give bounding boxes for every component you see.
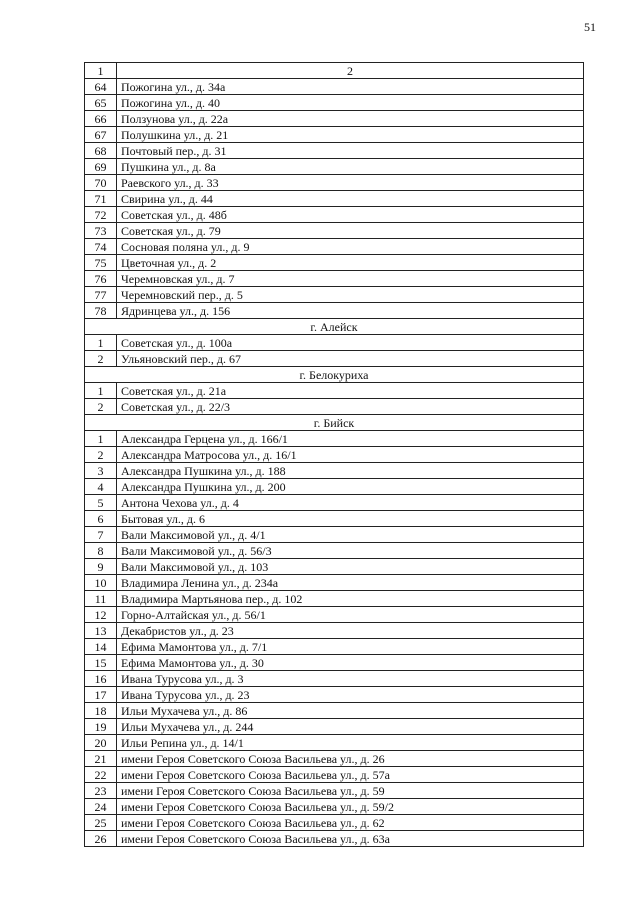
row-number: 78 [85,303,117,319]
row-number: 10 [85,575,117,591]
row-address: Декабристов ул., д. 23 [117,623,584,639]
row-address: Горно-Алтайская ул., д. 56/1 [117,607,584,623]
row-number: 19 [85,719,117,735]
row-number: 14 [85,639,117,655]
table-row [85,463,584,479]
row-address: Ильи Мухачева ул., д. 86 [117,703,584,719]
table-row [85,719,584,735]
table-row [85,175,584,191]
city-name: г. Белокуриха [85,367,584,383]
table-row [85,351,584,367]
table-row [85,735,584,751]
city-name: г. Бийск [85,415,584,431]
row-address: Владимира Мартьянова пер., д. 102 [117,591,584,607]
table-row [85,559,584,575]
row-number: 2 [85,447,117,463]
city-header-row [85,319,584,335]
row-address: имени Героя Советского Союза Васильева ул., д. 63а [117,831,584,847]
table-row [85,127,584,143]
table-row [85,639,584,655]
row-number: 1 [85,335,117,351]
table-row [85,703,584,719]
table-row [85,239,584,255]
row-number: 20 [85,735,117,751]
row-address: Ивана Турусова ул., д. 23 [117,687,584,703]
header-col-address: 2 [117,63,584,79]
address-table [84,62,584,847]
row-address: Вали Максимовой ул., д. 4/1 [117,527,584,543]
table-row [85,751,584,767]
row-number: 75 [85,255,117,271]
row-address: Почтовый пер., д. 31 [117,143,584,159]
table-row [85,207,584,223]
row-number: 7 [85,527,117,543]
city-name: г. Алейск [85,319,584,335]
row-address: Советская ул., д. 100а [117,335,584,351]
row-address: Ядринцева ул., д. 156 [117,303,584,319]
table-row [85,575,584,591]
row-address: Ивана Турусова ул., д. 3 [117,671,584,687]
row-address: Пожогина ул., д. 34а [117,79,584,95]
table-row [85,223,584,239]
row-address: Черемновская ул., д. 7 [117,271,584,287]
table-row [85,511,584,527]
row-address: имени Героя Советского Союза Васильева ул., д. 57а [117,767,584,783]
row-address: Александра Пушкина ул., д. 200 [117,479,584,495]
row-number: 6 [85,511,117,527]
table-row [85,815,584,831]
table-row [85,495,584,511]
row-address: Вали Максимовой ул., д. 56/3 [117,543,584,559]
row-address: Ефима Мамонтова ул., д. 7/1 [117,639,584,655]
row-address: Черемновский пер., д. 5 [117,287,584,303]
row-address: Ульяновский пер., д. 67 [117,351,584,367]
row-number: 69 [85,159,117,175]
row-number: 15 [85,655,117,671]
row-number: 11 [85,591,117,607]
row-address: Ефима Мамонтова ул., д. 30 [117,655,584,671]
row-address: Раевского ул., д. 33 [117,175,584,191]
row-number: 65 [85,95,117,111]
table-row [85,687,584,703]
row-number: 21 [85,751,117,767]
row-address: Ползунова ул., д. 22а [117,111,584,127]
row-address: Советская ул., д. 22/3 [117,399,584,415]
row-number: 22 [85,767,117,783]
table-row [85,95,584,111]
row-number: 1 [85,431,117,447]
row-number: 9 [85,559,117,575]
table-row [85,399,584,415]
table-row [85,447,584,463]
row-number: 77 [85,287,117,303]
row-number: 16 [85,671,117,687]
row-address: Советская ул., д. 79 [117,223,584,239]
table-header-row [85,63,584,79]
table-row [85,655,584,671]
row-address: имени Героя Советского Союза Васильева ул., д. 62 [117,815,584,831]
row-number: 1 [85,383,117,399]
table-row [85,383,584,399]
row-number: 2 [85,351,117,367]
table-row [85,191,584,207]
row-number: 4 [85,479,117,495]
header-col-number: 1 [85,63,117,79]
row-number: 8 [85,543,117,559]
table-row [85,623,584,639]
row-address: Ильи Репина ул., д. 14/1 [117,735,584,751]
table-row [85,783,584,799]
row-address: Ильи Мухачева ул., д. 244 [117,719,584,735]
table-row [85,111,584,127]
row-number: 66 [85,111,117,127]
table-row [85,767,584,783]
row-address: Советская ул., д. 21а [117,383,584,399]
row-address: Пожогина ул., д. 40 [117,95,584,111]
row-address: Владимира Ленина ул., д. 234а [117,575,584,591]
table-row [85,607,584,623]
row-number: 74 [85,239,117,255]
table-row [85,79,584,95]
row-address: Александра Пушкина ул., д. 188 [117,463,584,479]
table-row [85,799,584,815]
row-address: имени Героя Советского Союза Васильева ул., д. 59/2 [117,799,584,815]
table-row [85,527,584,543]
row-number: 71 [85,191,117,207]
table-row [85,335,584,351]
page-number: 51 [584,20,596,34]
row-number: 68 [85,143,117,159]
row-address: Вали Максимовой ул., д. 103 [117,559,584,575]
table-row [85,431,584,447]
row-number: 73 [85,223,117,239]
table-row [85,143,584,159]
table-row [85,479,584,495]
row-number: 70 [85,175,117,191]
table-row [85,255,584,271]
row-address: Александра Матросова ул., д. 16/1 [117,447,584,463]
table-row [85,543,584,559]
row-number: 72 [85,207,117,223]
row-number: 17 [85,687,117,703]
row-number: 2 [85,399,117,415]
row-number: 5 [85,495,117,511]
row-number: 76 [85,271,117,287]
row-address: Сосновая поляна ул., д. 9 [117,239,584,255]
row-address: Цветочная ул., д. 2 [117,255,584,271]
row-number: 23 [85,783,117,799]
table-row [85,831,584,847]
row-number: 25 [85,815,117,831]
row-address: Полушкина ул., д. 21 [117,127,584,143]
row-number: 12 [85,607,117,623]
table-row [85,159,584,175]
row-address: Александра Герцена ул., д. 166/1 [117,431,584,447]
city-header-row [85,367,584,383]
row-number: 18 [85,703,117,719]
row-address: Советская ул., д. 48б [117,207,584,223]
row-address: Пушкина ул., д. 8а [117,159,584,175]
row-number: 26 [85,831,117,847]
row-address: имени Героя Советского Союза Васильева ул., д. 26 [117,751,584,767]
row-address: имени Героя Советского Союза Васильева ул., д. 59 [117,783,584,799]
table-row [85,671,584,687]
row-number: 64 [85,79,117,95]
row-number: 24 [85,799,117,815]
table-row [85,271,584,287]
row-number: 13 [85,623,117,639]
row-number: 3 [85,463,117,479]
table-row [85,303,584,319]
row-number: 67 [85,127,117,143]
row-address: Антона Чехова ул., д. 4 [117,495,584,511]
row-address: Бытовая ул., д. 6 [117,511,584,527]
table-body [85,63,584,847]
row-address: Свирина ул., д. 44 [117,191,584,207]
city-header-row [85,415,584,431]
table-row [85,591,584,607]
table-row [85,287,584,303]
